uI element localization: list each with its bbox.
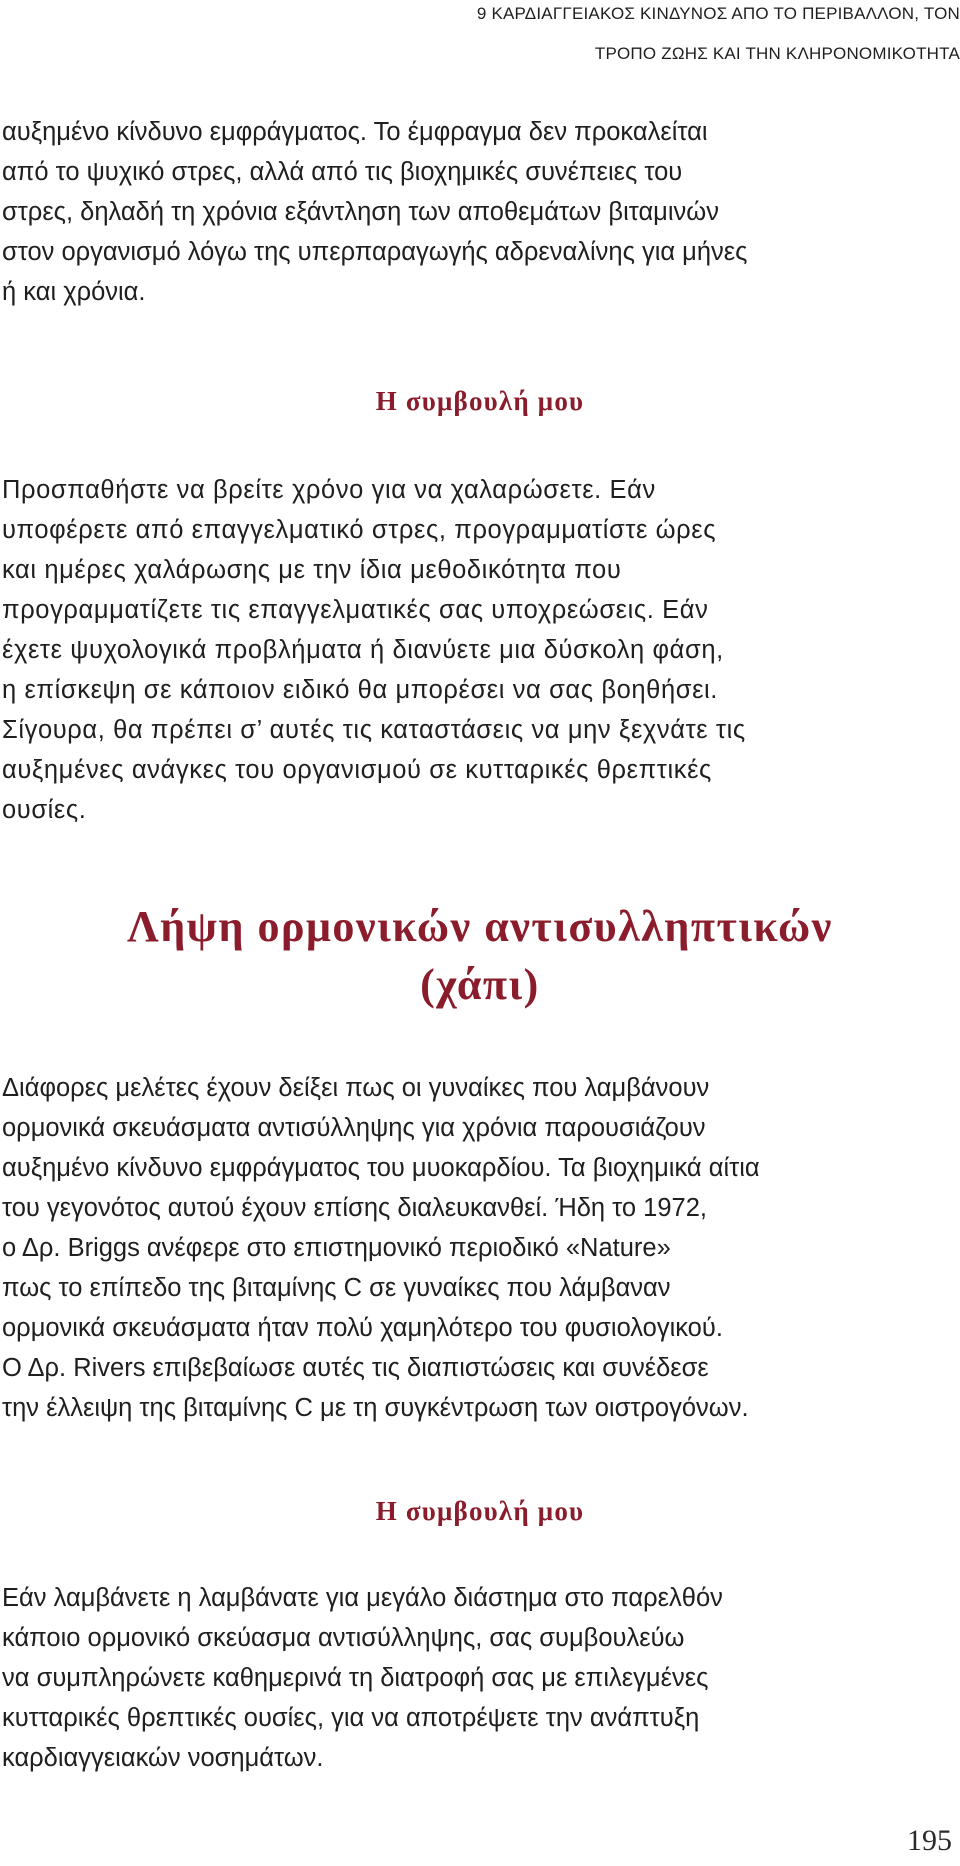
- advice-heading-1: Η συμβουλή μου: [375, 386, 585, 416]
- advice-paragraph-1: [2, 470, 960, 830]
- text-line: στρες, δηλαδή τη χρόνια εξάντληση των αποθεμάτων βιταμινών: [2, 198, 719, 226]
- text-line: αυξημένο κίνδυνο εμφράγματος του μυοκαρδίου. Τα βιοχημικά αίτια: [2, 1154, 760, 1182]
- advice-heading-2: Η συμβουλή μου: [375, 1496, 585, 1526]
- header-line-2: ΤΡΟΠΟ ΖΩΗΣ ΚΑΙ ΤΗΝ ΚΛΗΡΟΝΟΜΙΚΟΤΗΤΑ: [594, 44, 960, 63]
- page-number: 195: [907, 1824, 952, 1857]
- header-line-1: 9 ΚΑΡΔΙΑΓΓΕΙΑΚΟΣ ΚΙΝΔΥΝΟΣ ΑΠΟ ΤΟ ΠΕΡΙΒΑΛΛΟΝ, ΤΟΝ: [476, 4, 960, 23]
- text-line: ορμονικά σκευάσματα ήταν πολύ χαμηλότερο του φυσιολογικού.: [2, 1314, 723, 1342]
- text-line: ορμονικά σκευάσματα αντισύλληψης για χρόνια παρουσιάζουν: [2, 1114, 706, 1142]
- text-line: ή και χρόνια.: [2, 278, 146, 306]
- text-line: από το ψυχικό στρες, αλλά από τις βιοχημικές συνέπειες του: [2, 158, 683, 186]
- text-line: Διάφορες μελέτες έχουν δείξει πως οι γυναίκες που λαμβάνουν: [2, 1074, 710, 1102]
- text-line: και ημέρες χαλάρωσης με την ίδια μεθοδικότητα που: [2, 556, 622, 584]
- text-line: ουσίες.: [2, 796, 87, 824]
- intro-paragraph: [2, 112, 960, 312]
- text-line: η επίσκεψη σε κάποιον ειδικό θα μπορέσει να σας βοηθήσει.: [2, 676, 718, 704]
- text-line: πως το επίπεδο της βιταμίνης C σε γυναίκες που λάμβαναν: [2, 1274, 671, 1302]
- text-line: υποφέρετε από επαγγελματικό στρες, προγραμματίστε ώρες: [2, 516, 717, 544]
- text-line: Σίγουρα, θα πρέπει σ’ αυτές τις καταστάσεις να μην ξεχνάτε τις: [2, 716, 746, 744]
- text-line: στον οργανισμό λόγω της υπερπαραγωγής αδρεναλίνης για μήνες: [2, 238, 748, 266]
- text-line: Εάν λαμβάνετε η λαμβάνατε για μεγάλο διάστημα στο παρελθόν: [2, 1584, 723, 1612]
- section-title: [0, 898, 960, 1014]
- text-line: να συμπληρώνετε καθημερινά τη διατροφή σας με επιλεγμένες: [2, 1664, 709, 1692]
- text-line: καρδιαγγειακών νοσημάτων.: [2, 1744, 324, 1772]
- text-line: του γεγονότος αυτού έχουν επίσης διαλευκανθεί. Ήδη το 1972,: [2, 1194, 707, 1222]
- section-title-line-2: (χάπι): [420, 960, 540, 1009]
- text-line: κάποιο ορμονικό σκεύασμα αντισύλληψης, σας συμβουλεύω: [2, 1624, 685, 1652]
- text-line: προγραμματίζετε τις επαγγελματικές σας υποχρεώσεις. Εάν: [2, 596, 709, 624]
- text-line: ο Δρ. Briggs ανέφερε στο επιστημονικό περιοδικό «Nature»: [2, 1234, 671, 1262]
- section-body-paragraph: [2, 1068, 960, 1428]
- text-line: την έλλειψη της βιταμίνης C με τη συγκέντρωση των οιστρογόνων.: [2, 1394, 749, 1422]
- text-line: έχετε ψυχολογικά προβλήματα ή διανύετε μια δύσκολη φάση,: [2, 636, 724, 664]
- text-line: Ο Δρ. Rivers επιβεβαίωσε αυτές τις διαπιστώσεις και συνέδεσε: [2, 1354, 709, 1382]
- section-title-line-1: Λήψη ορμονικών αντισυλληπτικών: [127, 902, 833, 951]
- text-line: κυτταρικές θρεπτικές ουσίες, για να αποτρέψετε την ανάπτυξη: [2, 1704, 700, 1732]
- text-line: αυξημένο κίνδυνο εμφράγματος. Το έμφραγμα δεν προκαλείται: [2, 118, 708, 146]
- text-line: αυξημένες ανάγκες του οργανισμού σε κυτταρικές θρεπτικές: [2, 756, 712, 784]
- text-line: Προσπαθήστε να βρείτε χρόνο για να χαλαρώσετε. Εάν: [2, 476, 656, 504]
- advice-paragraph-2: [2, 1578, 960, 1778]
